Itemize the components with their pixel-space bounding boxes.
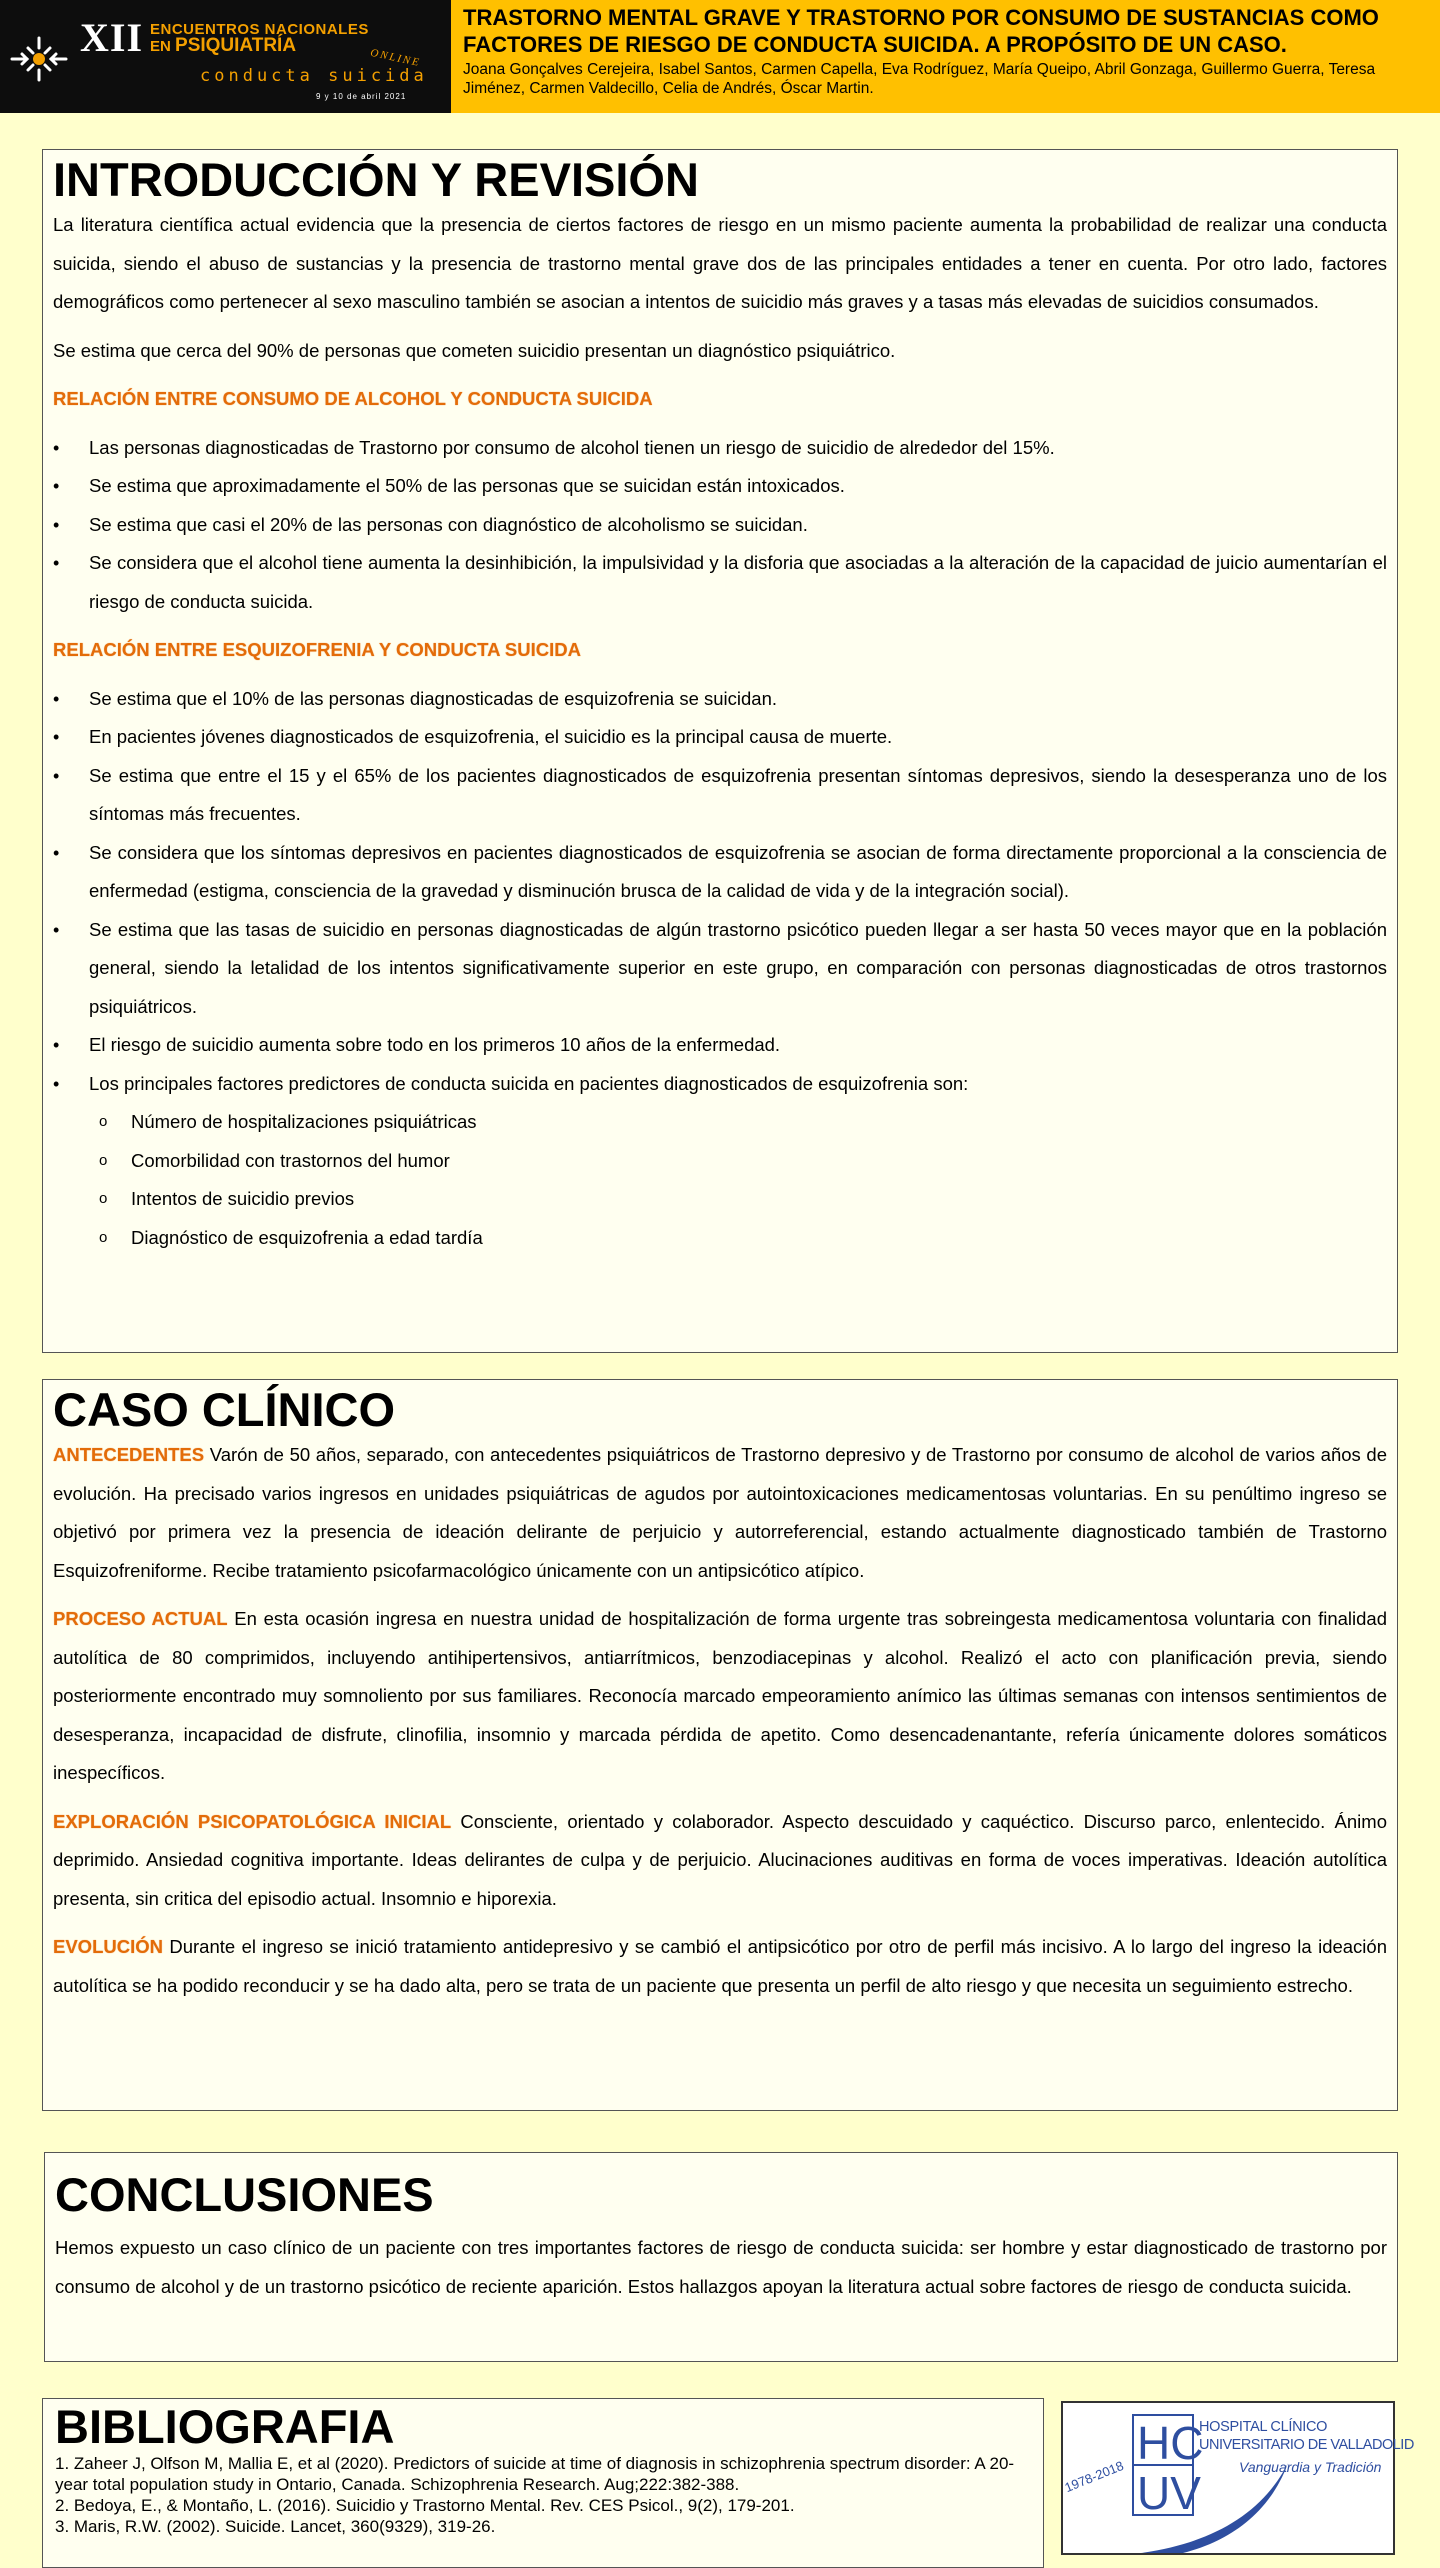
hospital-name-2: UNIVERSITARIO DE VALLADOLID bbox=[1199, 2437, 1414, 2453]
congress-logo bbox=[0, 0, 451, 113]
bibliography-section bbox=[42, 2398, 1044, 2568]
schizophrenia-subheading: RELACIÓN ENTRE ESQUIZOFRENIA Y CONDUCTA SUICIDA bbox=[53, 639, 581, 660]
title-block bbox=[451, 0, 1440, 113]
logo-dates: 9 y 10 de abril 2021 bbox=[316, 92, 407, 101]
list-item: • En pacientes jóvenes diagnosticados de esquizofrenia, el suicidio es la principal causa de muerte. bbox=[53, 718, 1387, 757]
bibliography-title: BIBLIOGRAFIA bbox=[55, 2400, 395, 2453]
alcohol-subheading: RELACIÓN ENTRE CONSUMO DE ALCOHOL Y CONDUCTA SUICIDA bbox=[53, 388, 653, 409]
logo-line1: ENCUENTROS NACIONALES bbox=[150, 21, 369, 38]
case-text: En esta ocasión ingresa en nuestra unidad de hospitalización de forma urgente tras sobreingesta medicamentosa voluntaria con finalidad autolítica de 80 comprimidos, incluyendo antihipertensivos, antiarrítmicos, benzodiacepinas y alcohol. Realizó el acto con planificación previa, siendo posteriormente encontrado muy somnoliento por sus familiares. Reconocía marcado empeoramiento anímico las últimas semanas con intensos sentimientos de desesperanza, incapacidad de disfrute, clinofilia, insomnio y marcada pérdida de apetito. Como desencadenantante, refería únicamente dolores somáticos inespecíficos. bbox=[53, 1608, 1387, 1783]
schizophrenia-list bbox=[53, 680, 1387, 1104]
hospital-motto: Vanguardia y Tradición bbox=[1239, 2459, 1382, 2475]
bibliography-item: 2. Bedoya, E., & Montaño, L. (2016). Suicidio y Trastorno Mental. Rev. CES Psicol., 9(2), 179-201. bbox=[55, 2496, 795, 2515]
hcuv-abbr2: UV bbox=[1137, 2467, 1201, 2519]
list-item: • Se estima que el 10% de las personas diagnosticadas de esquizofrenia se suicidan. bbox=[53, 680, 1387, 719]
list-item: • Se estima que aproximadamente el 50% de las personas que se suicidan están intoxicados. bbox=[53, 467, 1387, 506]
logo-number: XII bbox=[80, 15, 144, 60]
list-item: • Los principales factores predictores de conducta suicida en pacientes diagnosticados de esquizofrenia son: bbox=[53, 1065, 1387, 1104]
list-item: • Las personas diagnosticadas de Trastorno por consumo de alcohol tienen un riesgo de suicidio de alrededor del 15%. bbox=[53, 429, 1387, 468]
alcohol-list bbox=[53, 429, 1387, 622]
intro-title: INTRODUCCIÓN Y REVISIÓN bbox=[53, 153, 699, 206]
bibliography-item: 1. Zaheer J, Olfson M, Mallia E, et al (2020). Predictors of suicide at time of diagnosis in schizophrenia spectrum disorder: A 20-year total population study in Ontario, Canada. Schizophrenia Research. Aug;222:382-388. bbox=[55, 2454, 1015, 2494]
poster-authors: Joana Gonçalves Cerejeira, Isabel Santos, Carmen Capella, Eva Rodríguez, María Queipo, Abril Gonzaga, Guillermo Guerra, Teresa Jiménez, Carmen Valdecillo, Celia de Andrés, Óscar Martin. bbox=[463, 61, 1376, 97]
intro-paragraph-1: La literatura científica actual evidencia que la presencia de ciertos factores de riesgo en un mismo paciente aumenta la probabilidad de realizar una conducta suicida, siendo el abuso de sustancias y la presencia de trastorno mental grave dos de las principales entidades a tener en cuenta. Por otro lado, factores demográficos como pertenecer al sexo masculino también se asocian a intentos de suicidio más graves y a tasas más elevadas de suicidios consumados. bbox=[53, 214, 1387, 312]
star-burst-icon bbox=[8, 36, 70, 82]
logo-line2-prefix: EN bbox=[150, 38, 171, 55]
case-label: PROCESO ACTUAL bbox=[53, 1608, 228, 1629]
conclusions-text: Hemos expuesto un caso clínico de un paciente con tres importantes factores de riesgo de conducta suicida: ser hombre y estar diagnosticado de trastorno por consumo de alcohol y de un trastorno psicótico de reciente aparición. Estos hallazgos apoyan la literatura actual sobre factores de riesgo de conducta suicida. bbox=[55, 2237, 1387, 2297]
bibliography-item: 3. Maris, R.W. (2002). Suicide. Lancet, 360(9329), 319-26. bbox=[55, 2517, 496, 2536]
list-item: • Se considera que el alcohol tiene aumenta la desinhibición, la impulsividad y la disforia que asociadas a la alteración de la capacidad de juicio aumentarían el riesgo de conducta suicida. bbox=[53, 544, 1387, 621]
case-section bbox=[42, 1379, 1398, 2111]
list-item: • El riesgo de suicidio aumenta sobre todo en los primeros 10 años de la enfermedad. bbox=[53, 1026, 1387, 1065]
logo-online: ONLINE bbox=[369, 46, 422, 70]
list-item: • Se considera que los síntomas depresivos en pacientes diagnosticados de esquizofrenia se asocian de forma directamente proporcional a la consciencia de enfermedad (estigma, consciencia de la gravedad y disminución brusca de la calidad de vida y de la integración social). bbox=[53, 834, 1387, 911]
hcuv-abbr1: HC bbox=[1137, 2417, 1204, 2469]
case-title: CASO CLÍNICO bbox=[53, 1383, 396, 1436]
case-label: EXPLORACIÓN PSICOPATOLÓGICA INICIAL bbox=[53, 1810, 452, 1832]
conclusions-section bbox=[44, 2152, 1398, 2362]
logo-line2-main: PSIQUIATRÍA bbox=[175, 35, 297, 56]
list-item: o Diagnóstico de esquizofrenia a edad tardía bbox=[53, 1219, 1387, 1258]
case-antecedentes bbox=[53, 1436, 1387, 1590]
hospital-years: 1978-2018 bbox=[1062, 2457, 1126, 2496]
case-evolucion bbox=[53, 1928, 1387, 2005]
case-label: EVOLUCIÓN bbox=[53, 1936, 163, 1957]
case-text: Consciente, orientado y colaborador. Aspecto descuidado y caquéctico. Discurso parco, enlentecido. Ánimo deprimido. Ansiedad cognitiva importante. Ideas delirantes de culpa y de perjuicio. Alucinaciones auditivas en forma de voces imperativas. Ideación autolítica presenta, sin critica del episodio actual. Insomnio e hiporexia. bbox=[53, 1810, 1387, 1909]
intro-section bbox=[42, 149, 1398, 1353]
list-item: • Se estima que entre el 15 y el 65% de los pacientes diagnosticados de esquizofrenia presentan síntomas depresivos, siendo la desesperanza uno de los síntomas más frecuentes. bbox=[53, 757, 1387, 834]
list-item: o Intentos de suicidio previos bbox=[53, 1180, 1387, 1219]
list-item: • Se estima que casi el 20% de las personas con diagnóstico de alcoholismo se suicidan. bbox=[53, 506, 1387, 545]
logo-subtitle: conducta suicida bbox=[200, 66, 428, 86]
hospital-name-1: HOSPITAL CLÍNICO bbox=[1199, 2419, 1328, 2435]
intro-paragraph-2: Se estima que cerca del 90% de personas que cometen suicidio presentan un diagnóstico psiquiátrico. bbox=[53, 339, 896, 361]
hospital-logo bbox=[1061, 2401, 1414, 2555]
case-proceso-actual bbox=[53, 1600, 1387, 1793]
poster-header bbox=[0, 0, 1440, 113]
poster-title: TRASTORNO MENTAL GRAVE Y TRASTORNO POR CONSUMO DE SUSTANCIAS COMO FACTORES DE RIESGO DE CONDUCTA SUICIDA. A PROPÓSITO DE UN CASO. bbox=[463, 5, 1379, 57]
case-text: Varón de 50 años, separado, con antecedentes psiquiátricos de Trastorno depresivo y de Trastorno por consumo de alcohol de varios años de evolución. Ha precisado varios ingresos en unidades psiquiátricas de agudos por autointoxicaciones medicamentosas voluntarias. En su penúltimo ingreso se objetivó por primera vez la presencia de ideación delirante de perjuicio y autorreferencial, estando actualmente diagnosticado también de Trastorno Esquizofreniforme. Recibe tratamiento psicofarmacológico únicamente con un antipsicótico atípico. bbox=[53, 1444, 1387, 1581]
list-item: • Se estima que las tasas de suicidio en personas diagnosticadas de algún trastorno psicótico pueden llegar a ser hasta 50 veces mayor que en la población general, siendo la letalidad de los intentos significativamente superior en este grupo, en comparación con personas diagnosticadas de otros trastornos psiquiátricos. bbox=[53, 911, 1387, 1027]
predictors-list bbox=[53, 1103, 1387, 1257]
logo-line2 bbox=[150, 35, 297, 56]
case-text: Durante el ingreso se inició tratamiento antidepresivo y se cambió el antipsicótico por otro de perfil más incisivo. A lo largo del ingreso la ideación autolítica se ha podido reconducir y se ha dado alta, pero se trata de un paciente que presenta un perfil de alto riesgo y que necesita un seguimiento estrecho. bbox=[53, 1936, 1387, 1996]
conclusions-title: CONCLUSIONES bbox=[55, 2168, 434, 2221]
case-exploracion bbox=[53, 1803, 1387, 1919]
list-item: o Número de hospitalizaciones psiquiátricas bbox=[53, 1103, 1387, 1142]
list-item: o Comorbilidad con trastornos del humor bbox=[53, 1142, 1387, 1181]
case-label: ANTECEDENTES bbox=[53, 1444, 205, 1465]
